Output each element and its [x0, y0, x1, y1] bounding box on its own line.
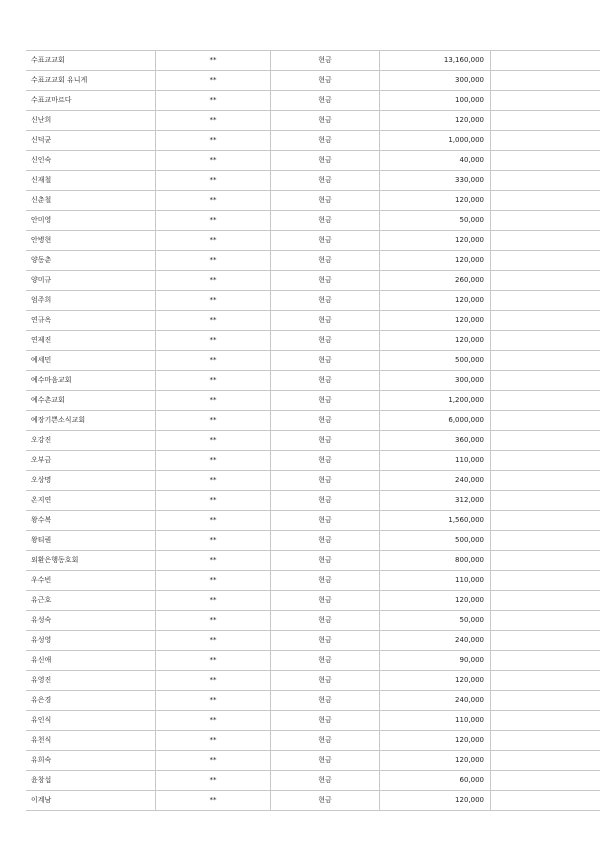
payment-method-cell: 현금: [271, 451, 380, 471]
donor-name-cell: 수표교교회: [26, 51, 156, 71]
masked-id-cell: **: [156, 611, 271, 631]
table-row: [26, 411, 600, 431]
masked-id-cell: **: [156, 571, 271, 591]
masked-id-cell: **: [156, 171, 271, 191]
note-cell: [491, 751, 600, 771]
donation-ledger-table: [26, 50, 600, 811]
amount-cell: 120,000: [380, 671, 491, 691]
note-cell: [491, 431, 600, 451]
note-cell: [491, 771, 600, 791]
note-cell: [491, 391, 600, 411]
payment-method-cell: 현금: [271, 251, 380, 271]
table-row: [26, 711, 600, 731]
donor-name-cell: 유성영: [26, 631, 156, 651]
masked-id-cell: **: [156, 671, 271, 691]
note-cell: [491, 191, 600, 211]
payment-method-cell: 현금: [271, 311, 380, 331]
masked-id-cell: **: [156, 131, 271, 151]
payment-method-cell: 현금: [271, 511, 380, 531]
donor-name-cell: 안미영: [26, 211, 156, 231]
donor-name-cell: 예세민: [26, 351, 156, 371]
note-cell: [491, 571, 600, 591]
payment-method-cell: 현금: [271, 231, 380, 251]
table-row: [26, 111, 600, 131]
table-row: [26, 551, 600, 571]
table-row: [26, 591, 600, 611]
payment-method-cell: 현금: [271, 411, 380, 431]
donor-name-cell: 이계남: [26, 791, 156, 811]
note-cell: [491, 91, 600, 111]
donor-name-cell: 유성숙: [26, 611, 156, 631]
amount-cell: 120,000: [380, 591, 491, 611]
amount-cell: 240,000: [380, 631, 491, 651]
amount-cell: 300,000: [380, 371, 491, 391]
masked-id-cell: **: [156, 231, 271, 251]
note-cell: [491, 671, 600, 691]
table-row: [26, 631, 600, 651]
note-cell: [491, 371, 600, 391]
masked-id-cell: **: [156, 151, 271, 171]
masked-id-cell: **: [156, 711, 271, 731]
masked-id-cell: **: [156, 311, 271, 331]
note-cell: [491, 791, 600, 811]
note-cell: [491, 331, 600, 351]
table-row: [26, 431, 600, 451]
amount-cell: 110,000: [380, 571, 491, 591]
donor-name-cell: 왕티퀀: [26, 531, 156, 551]
payment-method-cell: 현금: [271, 431, 380, 451]
masked-id-cell: **: [156, 211, 271, 231]
masked-id-cell: **: [156, 791, 271, 811]
note-cell: [491, 171, 600, 191]
note-cell: [491, 711, 600, 731]
note-cell: [491, 71, 600, 91]
amount-cell: 260,000: [380, 271, 491, 291]
payment-method-cell: 현금: [271, 711, 380, 731]
payment-method-cell: 현금: [271, 271, 380, 291]
masked-id-cell: **: [156, 411, 271, 431]
table-row: [26, 651, 600, 671]
donor-name-cell: 유근호: [26, 591, 156, 611]
table-row: [26, 531, 600, 551]
donor-name-cell: 신춘철: [26, 191, 156, 211]
amount-cell: 110,000: [380, 451, 491, 471]
note-cell: [491, 491, 600, 511]
donor-name-cell: 유은경: [26, 691, 156, 711]
table-row: [26, 311, 600, 331]
note-cell: [491, 691, 600, 711]
payment-method-cell: 현금: [271, 491, 380, 511]
note-cell: [491, 251, 600, 271]
masked-id-cell: **: [156, 631, 271, 651]
table-row: [26, 151, 600, 171]
note-cell: [491, 151, 600, 171]
note-cell: [491, 131, 600, 151]
donor-name-cell: 우수빈: [26, 571, 156, 591]
amount-cell: 60,000: [380, 771, 491, 791]
donor-name-cell: 연규옥: [26, 311, 156, 331]
masked-id-cell: **: [156, 351, 271, 371]
payment-method-cell: 현금: [271, 211, 380, 231]
donor-name-cell: 신덕균: [26, 131, 156, 151]
payment-method-cell: 현금: [271, 551, 380, 571]
table-row: [26, 51, 600, 71]
note-cell: [491, 411, 600, 431]
note-cell: [491, 471, 600, 491]
masked-id-cell: **: [156, 431, 271, 451]
masked-id-cell: **: [156, 251, 271, 271]
payment-method-cell: 현금: [271, 51, 380, 71]
donor-name-cell: 유신애: [26, 651, 156, 671]
masked-id-cell: **: [156, 551, 271, 571]
donor-name-cell: 안병현: [26, 231, 156, 251]
amount-cell: 110,000: [380, 711, 491, 731]
payment-method-cell: 현금: [271, 751, 380, 771]
masked-id-cell: **: [156, 731, 271, 751]
masked-id-cell: **: [156, 471, 271, 491]
note-cell: [491, 511, 600, 531]
table-row: [26, 571, 600, 591]
amount-cell: 500,000: [380, 351, 491, 371]
note-cell: [491, 531, 600, 551]
masked-id-cell: **: [156, 651, 271, 671]
donor-name-cell: 신난희: [26, 111, 156, 131]
donor-name-cell: 오강진: [26, 431, 156, 451]
note-cell: [491, 451, 600, 471]
amount-cell: 1,000,000: [380, 131, 491, 151]
table-row: [26, 71, 600, 91]
donor-name-cell: 왕수복: [26, 511, 156, 531]
payment-method-cell: 현금: [271, 91, 380, 111]
masked-id-cell: **: [156, 511, 271, 531]
note-cell: [491, 651, 600, 671]
table-row: [26, 291, 600, 311]
amount-cell: 120,000: [380, 731, 491, 751]
amount-cell: 120,000: [380, 251, 491, 271]
masked-id-cell: **: [156, 771, 271, 791]
payment-method-cell: 현금: [271, 791, 380, 811]
masked-id-cell: **: [156, 111, 271, 131]
amount-cell: 300,000: [380, 71, 491, 91]
donor-name-cell: 수표교교회 유니게: [26, 71, 156, 91]
note-cell: [491, 631, 600, 651]
amount-cell: 1,560,000: [380, 511, 491, 531]
note-cell: [491, 51, 600, 71]
masked-id-cell: **: [156, 91, 271, 111]
masked-id-cell: **: [156, 271, 271, 291]
note-cell: [491, 551, 600, 571]
amount-cell: 90,000: [380, 651, 491, 671]
table-row: [26, 691, 600, 711]
donor-name-cell: 예수마음교회: [26, 371, 156, 391]
note-cell: [491, 351, 600, 371]
payment-method-cell: 현금: [271, 291, 380, 311]
amount-cell: 120,000: [380, 311, 491, 331]
payment-method-cell: 현금: [271, 71, 380, 91]
amount-cell: 330,000: [380, 171, 491, 191]
donor-name-cell: 유희숙: [26, 751, 156, 771]
donor-name-cell: 수표교마르다: [26, 91, 156, 111]
payment-method-cell: 현금: [271, 351, 380, 371]
masked-id-cell: **: [156, 491, 271, 511]
masked-id-cell: **: [156, 51, 271, 71]
amount-cell: 120,000: [380, 331, 491, 351]
masked-id-cell: **: [156, 291, 271, 311]
donation-ledger-body: [26, 51, 600, 811]
masked-id-cell: **: [156, 451, 271, 471]
donor-name-cell: 온지연: [26, 491, 156, 511]
amount-cell: 1,200,000: [380, 391, 491, 411]
payment-method-cell: 현금: [271, 591, 380, 611]
donor-name-cell: 유천식: [26, 731, 156, 751]
table-row: [26, 611, 600, 631]
table-row: [26, 131, 600, 151]
amount-cell: 120,000: [380, 111, 491, 131]
amount-cell: 500,000: [380, 531, 491, 551]
table-row: [26, 791, 600, 811]
table-row: [26, 211, 600, 231]
note-cell: [491, 591, 600, 611]
payment-method-cell: 현금: [271, 471, 380, 491]
donor-name-cell: 예수촌교회: [26, 391, 156, 411]
payment-method-cell: 현금: [271, 191, 380, 211]
donor-name-cell: 엄주희: [26, 291, 156, 311]
note-cell: [491, 271, 600, 291]
payment-method-cell: 현금: [271, 151, 380, 171]
donor-name-cell: 신재철: [26, 171, 156, 191]
amount-cell: 120,000: [380, 231, 491, 251]
donor-name-cell: 신인숙: [26, 151, 156, 171]
table-row: [26, 91, 600, 111]
payment-method-cell: 현금: [271, 611, 380, 631]
amount-cell: 120,000: [380, 791, 491, 811]
table-row: [26, 511, 600, 531]
donor-name-cell: 윤창섭: [26, 771, 156, 791]
donor-name-cell: 오부금: [26, 451, 156, 471]
masked-id-cell: **: [156, 691, 271, 711]
table-row: [26, 271, 600, 291]
masked-id-cell: **: [156, 591, 271, 611]
amount-cell: 120,000: [380, 191, 491, 211]
table-row: [26, 731, 600, 751]
payment-method-cell: 현금: [271, 651, 380, 671]
masked-id-cell: **: [156, 191, 271, 211]
payment-method-cell: 현금: [271, 171, 380, 191]
donor-name-cell: 유인식: [26, 711, 156, 731]
payment-method-cell: 현금: [271, 331, 380, 351]
masked-id-cell: **: [156, 371, 271, 391]
payment-method-cell: 현금: [271, 631, 380, 651]
note-cell: [491, 611, 600, 631]
amount-cell: 312,000: [380, 491, 491, 511]
table-row: [26, 771, 600, 791]
donor-name-cell: 양미규: [26, 271, 156, 291]
payment-method-cell: 현금: [271, 731, 380, 751]
amount-cell: 6,000,000: [380, 411, 491, 431]
table-row: [26, 471, 600, 491]
table-row: [26, 331, 600, 351]
donor-name-cell: 외환은행동호회: [26, 551, 156, 571]
note-cell: [491, 111, 600, 131]
table-row: [26, 451, 600, 471]
payment-method-cell: 현금: [271, 571, 380, 591]
masked-id-cell: **: [156, 71, 271, 91]
amount-cell: 360,000: [380, 431, 491, 451]
table-row: [26, 351, 600, 371]
table-row: [26, 231, 600, 251]
table-row: [26, 671, 600, 691]
amount-cell: 50,000: [380, 611, 491, 631]
masked-id-cell: **: [156, 751, 271, 771]
table-row: [26, 371, 600, 391]
note-cell: [491, 731, 600, 751]
payment-method-cell: 현금: [271, 691, 380, 711]
amount-cell: 50,000: [380, 211, 491, 231]
donor-name-cell: 연제진: [26, 331, 156, 351]
amount-cell: 240,000: [380, 471, 491, 491]
table-row: [26, 491, 600, 511]
note-cell: [491, 211, 600, 231]
amount-cell: 100,000: [380, 91, 491, 111]
note-cell: [491, 311, 600, 331]
payment-method-cell: 현금: [271, 111, 380, 131]
payment-method-cell: 현금: [271, 531, 380, 551]
amount-cell: 240,000: [380, 691, 491, 711]
masked-id-cell: **: [156, 331, 271, 351]
note-cell: [491, 291, 600, 311]
masked-id-cell: **: [156, 531, 271, 551]
amount-cell: 120,000: [380, 291, 491, 311]
payment-method-cell: 현금: [271, 371, 380, 391]
payment-method-cell: 현금: [271, 391, 380, 411]
table-row: [26, 751, 600, 771]
amount-cell: 40,000: [380, 151, 491, 171]
table-row: [26, 391, 600, 411]
table-row: [26, 171, 600, 191]
donor-name-cell: 오상명: [26, 471, 156, 491]
donor-name-cell: 예장기쁜소식교회: [26, 411, 156, 431]
payment-method-cell: 현금: [271, 671, 380, 691]
donor-name-cell: 양동춘: [26, 251, 156, 271]
payment-method-cell: 현금: [271, 131, 380, 151]
table-row: [26, 251, 600, 271]
amount-cell: 800,000: [380, 551, 491, 571]
masked-id-cell: **: [156, 391, 271, 411]
payment-method-cell: 현금: [271, 771, 380, 791]
amount-cell: 120,000: [380, 751, 491, 771]
note-cell: [491, 231, 600, 251]
table-row: [26, 191, 600, 211]
donor-name-cell: 유영진: [26, 671, 156, 691]
amount-cell: 13,160,000: [380, 51, 491, 71]
